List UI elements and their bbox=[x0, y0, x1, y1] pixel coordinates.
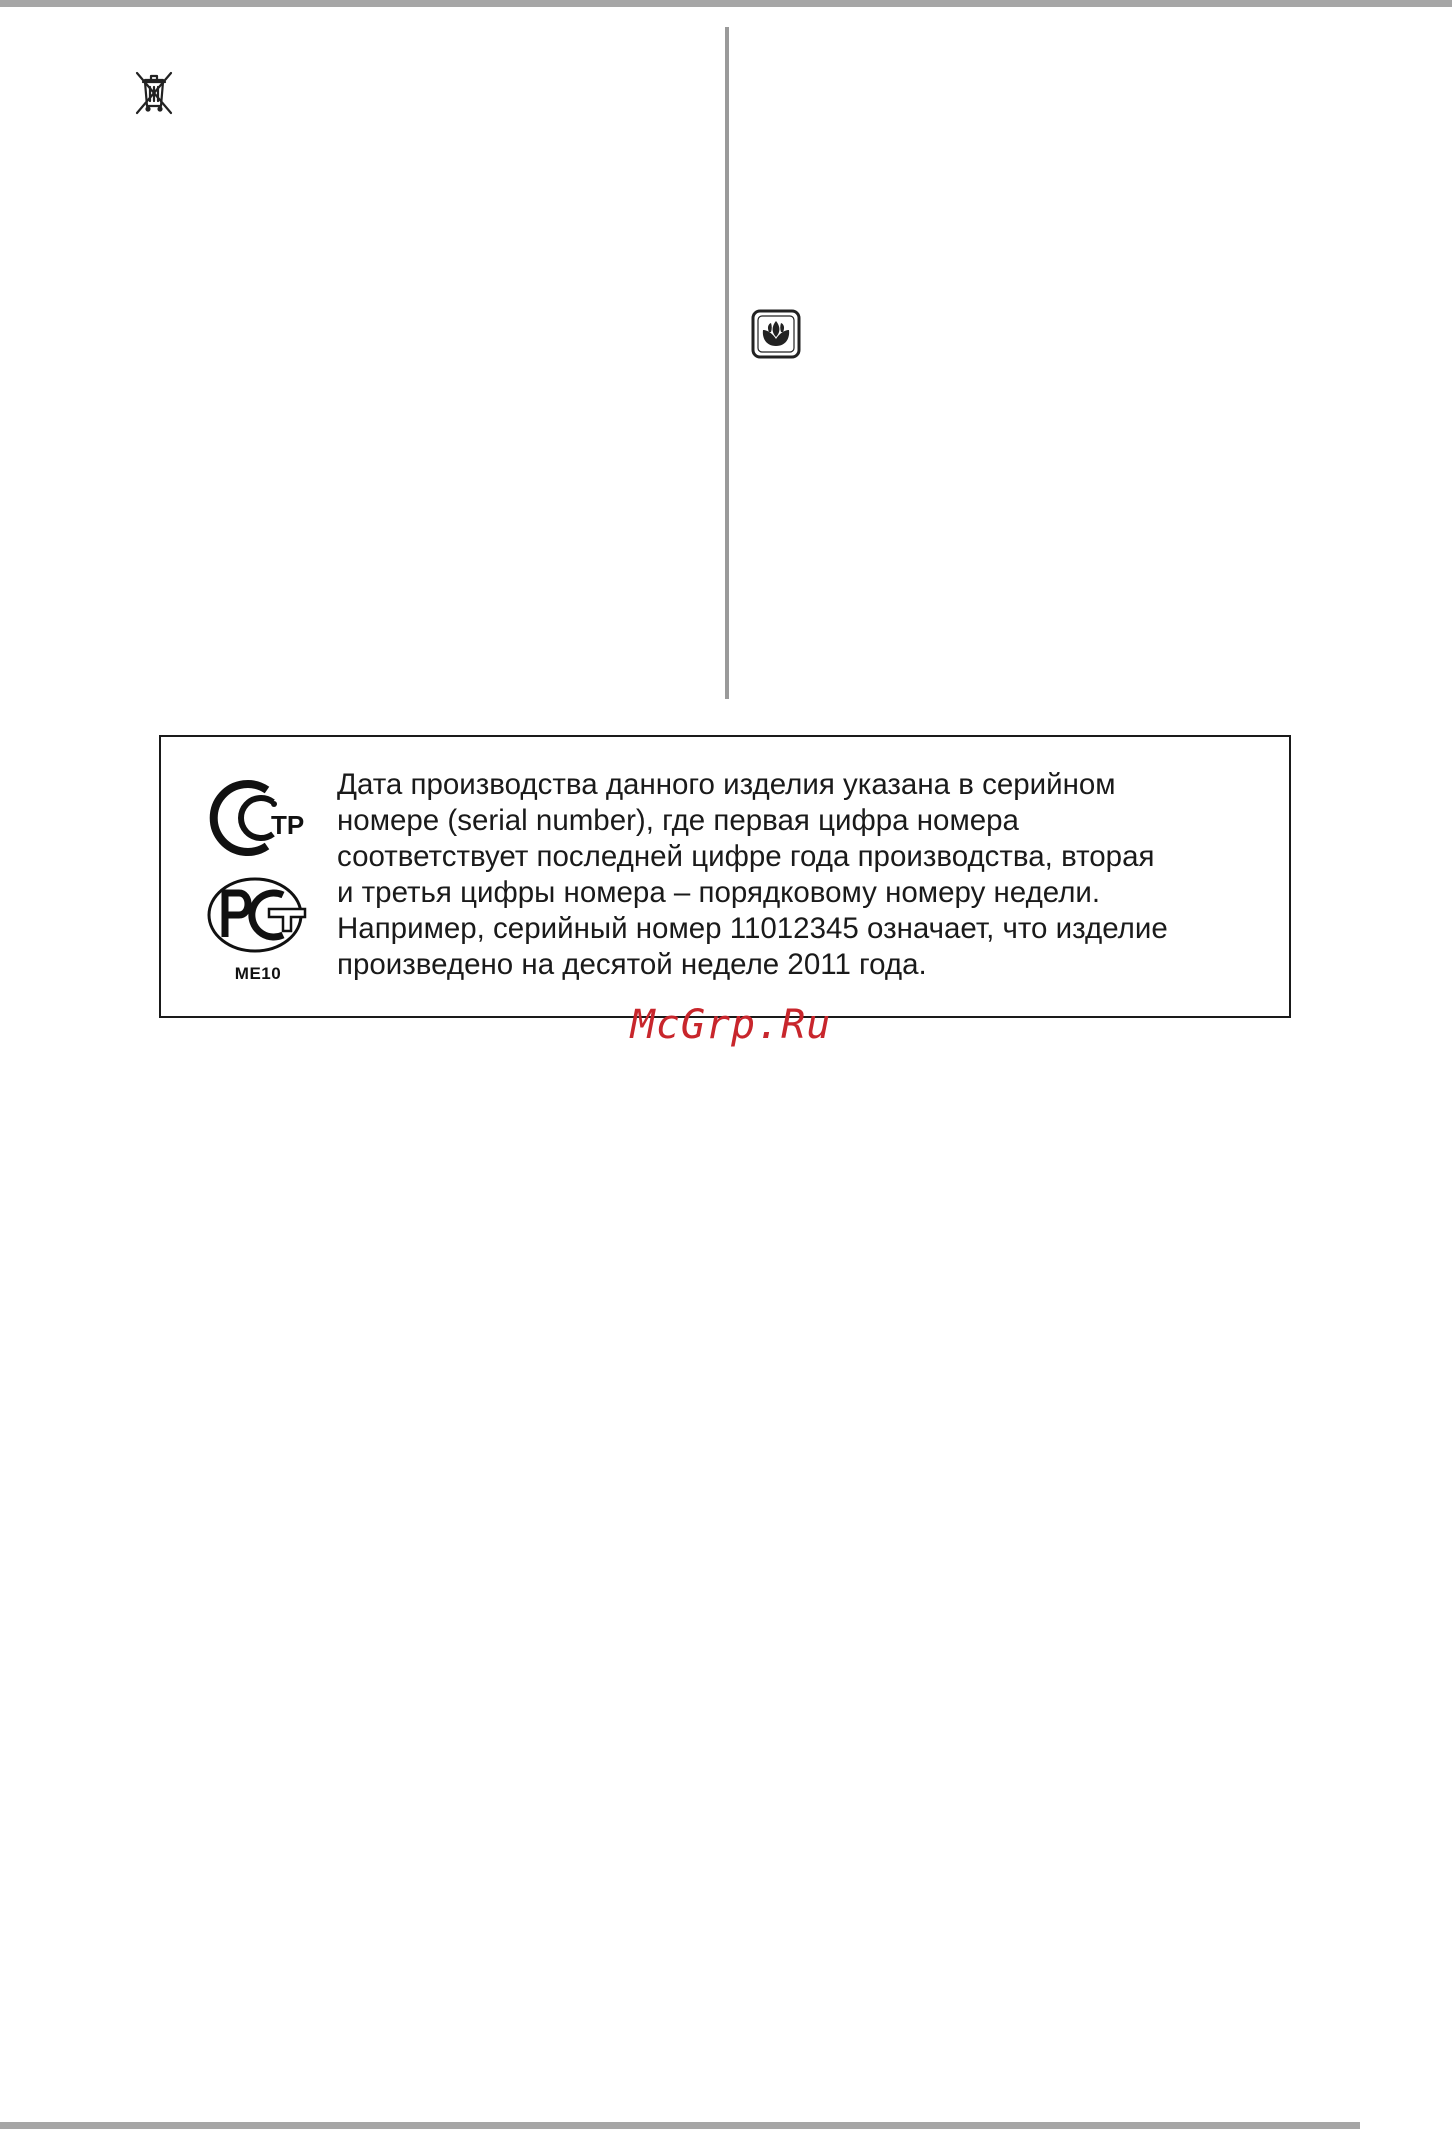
eac-certification-mark bbox=[205, 776, 311, 860]
info-line-6: произведено на десятой неделе 2011 года. bbox=[337, 948, 927, 981]
eco-packaging-icon bbox=[750, 308, 802, 360]
bottom-rule bbox=[0, 2122, 1360, 2129]
info-line-1: Дата производства данного изделия указана в серийном bbox=[337, 768, 1116, 801]
pct-mark-code: ME10 bbox=[234, 964, 282, 983]
crossed-bin-icon bbox=[134, 68, 174, 116]
info-line-5: Например, серийный номер 11012345 означает, что изделие bbox=[337, 912, 1168, 945]
watermark-link[interactable]: McGrp.Ru bbox=[630, 1002, 832, 1048]
info-line-3: соответствует последней цифре года производства, вторая bbox=[337, 840, 1155, 873]
info-line-2: номере (serial number), где первая цифра номера bbox=[337, 804, 1019, 837]
pct-certification-mark bbox=[205, 875, 311, 955]
production-date-info-box bbox=[159, 735, 1291, 1018]
eac-mark-text: TP bbox=[271, 810, 305, 840]
column-divider bbox=[725, 27, 729, 699]
info-line-4: и третья цифры номера – порядковому номеру недели. bbox=[337, 876, 1101, 909]
top-rule bbox=[0, 0, 1452, 7]
production-date-text bbox=[337, 767, 1277, 983]
